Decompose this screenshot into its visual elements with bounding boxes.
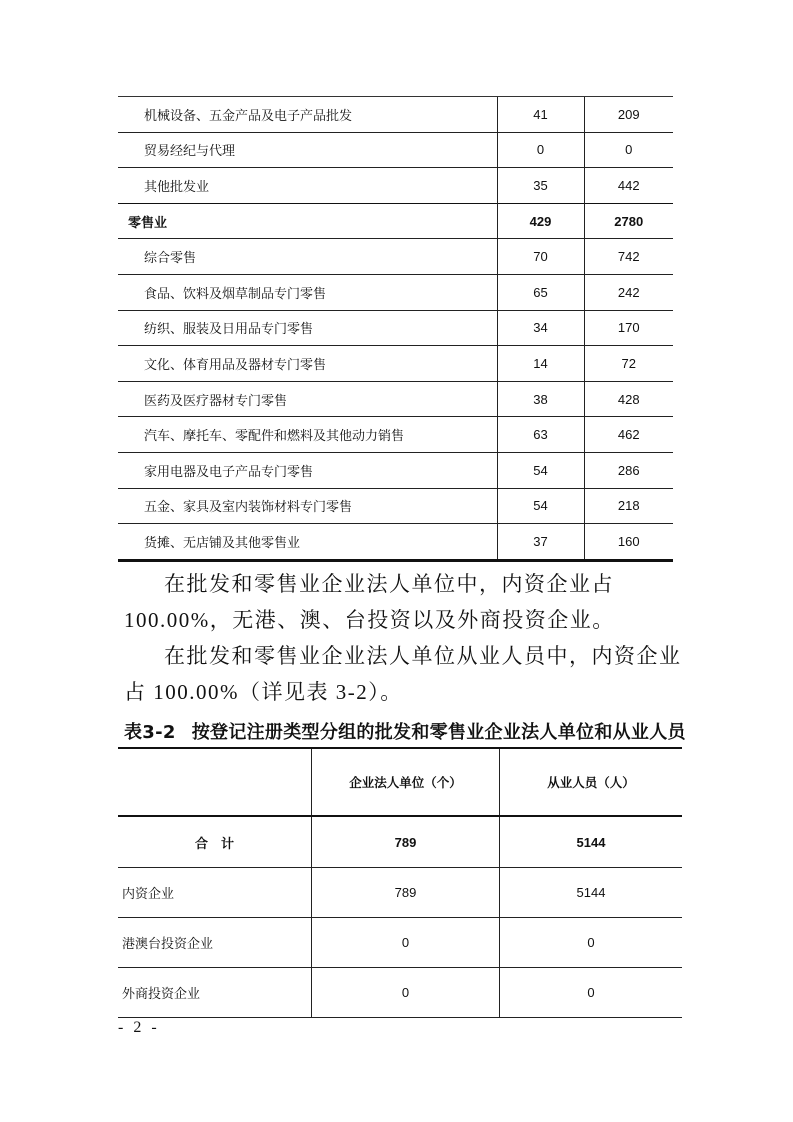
row-units: 54 [497, 488, 584, 524]
row-name: 零售业 [118, 203, 497, 239]
table-row [118, 968, 682, 1018]
row-units: 63 [497, 417, 584, 453]
row-units: 789 [312, 868, 500, 918]
table-total-row [118, 816, 682, 868]
table-row [118, 239, 673, 275]
table-caption-title: 按登记注册类型分组的批发和零售业企业法人单位和从业人员 [191, 722, 686, 743]
row-employees: 170 [584, 310, 673, 346]
table-row [118, 168, 673, 204]
row-name: 家用电器及电子产品专门零售 [118, 452, 497, 488]
row-units: 0 [312, 918, 500, 968]
row-units: 41 [497, 97, 584, 133]
table-row [118, 452, 673, 488]
row-employees: 0 [500, 918, 683, 968]
total-employees: 5144 [500, 816, 683, 868]
registration-type-table [118, 747, 682, 1018]
table-row [118, 918, 682, 968]
row-name: 机械设备、五金产品及电子产品批发 [118, 97, 497, 133]
table-row [118, 274, 673, 310]
paragraph-units [124, 566, 684, 638]
row-units: 14 [497, 346, 584, 382]
row-employees: 209 [584, 97, 673, 133]
header-cell-units: 企业法人单位（个） [312, 748, 500, 816]
row-name: 内资企业 [118, 868, 312, 918]
row-employees: 242 [584, 274, 673, 310]
row-name: 汽车、摩托车、零配件和燃料及其他动力销售 [118, 417, 497, 453]
row-name: 综合零售 [118, 239, 497, 275]
table-row [118, 203, 673, 239]
row-name: 港澳台投资企业 [118, 918, 312, 968]
paragraph-employees-text: 在批发和零售业企业法人单位从业人员中，内资企业占 100.00%（详见表 3-2）。 [124, 644, 682, 704]
row-employees: 5144 [500, 868, 683, 918]
row-employees: 742 [584, 239, 673, 275]
page-number: - 2 - [118, 1019, 160, 1036]
row-employees: 0 [584, 132, 673, 168]
row-employees: 428 [584, 381, 673, 417]
row-name: 其他批发业 [118, 168, 497, 204]
header-cell-blank [118, 748, 312, 816]
table-row [118, 97, 673, 133]
table-row [118, 381, 673, 417]
row-employees: 72 [584, 346, 673, 382]
row-name: 文化、体育用品及器材专门零售 [118, 346, 497, 382]
row-employees: 218 [584, 488, 673, 524]
row-employees: 2780 [584, 203, 673, 239]
row-name: 贸易经纪与代理 [118, 132, 497, 168]
table-row [118, 524, 673, 561]
row-employees: 442 [584, 168, 673, 204]
row-name: 食品、饮料及烟草制品专门零售 [118, 274, 497, 310]
row-units: 34 [497, 310, 584, 346]
paragraph-units-text: 在批发和零售业企业法人单位中，内资企业占 100.00%，无港、澳、台投资以及外商投资企业。 [124, 572, 615, 632]
row-employees: 0 [500, 968, 683, 1018]
table-row [118, 868, 682, 918]
industry-table [118, 96, 673, 562]
row-employees: 286 [584, 452, 673, 488]
header-cell-employees: 从业人员（人） [500, 748, 683, 816]
row-units: 0 [312, 968, 500, 1018]
table-caption [124, 718, 686, 744]
table-row [118, 346, 673, 382]
table-caption-number: 表3-2 [124, 722, 176, 743]
row-units: 65 [497, 274, 584, 310]
total-units: 789 [312, 816, 500, 868]
row-units: 38 [497, 381, 584, 417]
table-row [118, 132, 673, 168]
row-units: 54 [497, 452, 584, 488]
row-units: 37 [497, 524, 584, 561]
row-employees: 160 [584, 524, 673, 561]
table-row [118, 488, 673, 524]
row-name: 医药及医疗器材专门零售 [118, 381, 497, 417]
total-label: 合 计 [118, 816, 312, 868]
row-name: 货摊、无店铺及其他零售业 [118, 524, 497, 561]
row-units: 0 [497, 132, 584, 168]
table-header-row [118, 748, 682, 816]
row-name: 外商投资企业 [118, 968, 312, 1018]
table-row [118, 310, 673, 346]
row-units: 70 [497, 239, 584, 275]
paragraph-employees [124, 638, 684, 710]
row-name: 纺织、服装及日用品专门零售 [118, 310, 497, 346]
row-name: 五金、家具及室内装饰材料专门零售 [118, 488, 497, 524]
row-employees: 462 [584, 417, 673, 453]
table-row [118, 417, 673, 453]
row-units: 35 [497, 168, 584, 204]
row-units: 429 [497, 203, 584, 239]
